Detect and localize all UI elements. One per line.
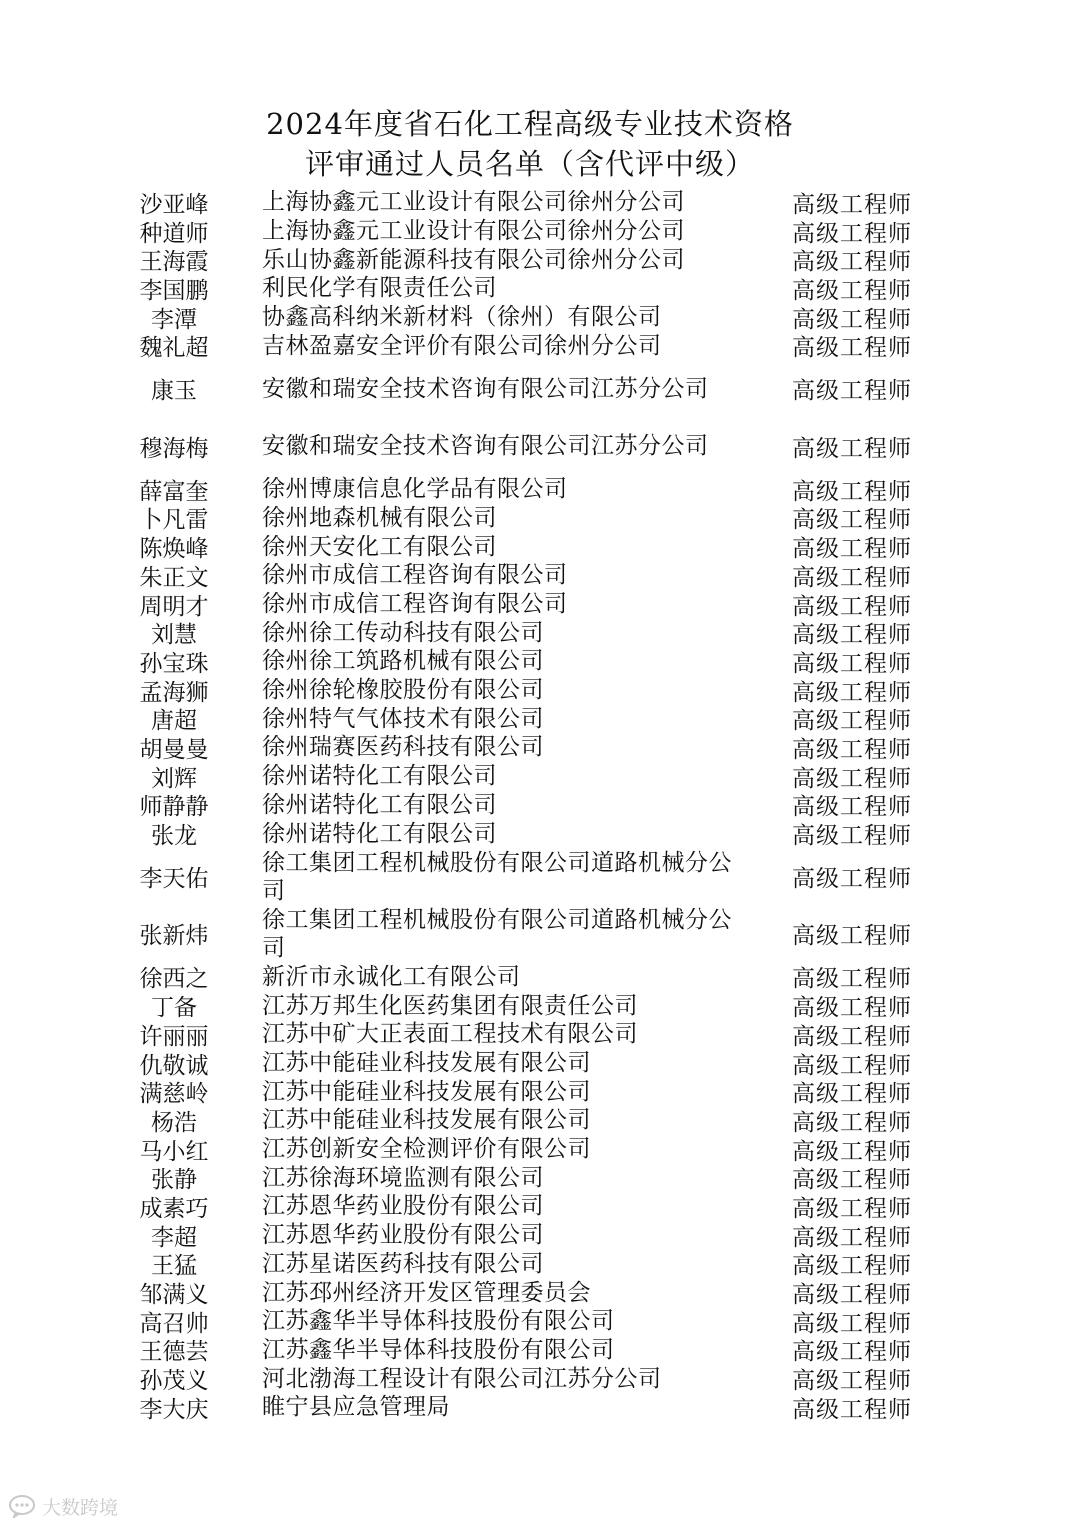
table-row [0, 704, 1080, 733]
person-name: 种道师 [139, 220, 209, 247]
organization-name: 江苏鑫华半导体科技股份有限公司 [262, 1336, 615, 1363]
person-name: 李超 [151, 1224, 197, 1251]
professional-title: 高级工程师 [792, 736, 912, 763]
professional-title: 高级工程师 [792, 507, 912, 534]
professional-title: 高级工程师 [792, 536, 912, 563]
professional-title: 高级工程师 [792, 1023, 912, 1050]
table-row [0, 762, 1080, 791]
person-name: 李大庆 [139, 1396, 209, 1423]
person-name: 王海霞 [139, 249, 209, 276]
table-row [0, 819, 1080, 848]
person-name: 高召帅 [139, 1310, 209, 1337]
table-row [0, 647, 1080, 676]
organization-name: 徐州诺特化工有限公司 [262, 763, 497, 790]
table-row [0, 1393, 1080, 1422]
professional-title: 高级工程师 [792, 622, 912, 649]
professional-title: 高级工程师 [792, 1368, 912, 1395]
table-row [0, 217, 1080, 246]
professional-title: 高级工程师 [792, 1138, 912, 1165]
table-row [0, 1106, 1080, 1135]
organization-name: 徐州市成信工程咨询有限公司 [262, 591, 568, 617]
professional-title: 高级工程师 [792, 679, 912, 706]
organization-name: 吉林盈嘉安全评价有限公司徐州分公司 [262, 332, 662, 359]
professional-title: 高级工程师 [792, 866, 912, 893]
organization-name: 江苏邳州经济开发区管理委员会 [262, 1279, 591, 1306]
person-name: 邹满义 [139, 1282, 209, 1309]
organization-name: 徐工集团工程机械股份有限公司道路机械分公司 [262, 906, 732, 961]
professional-title: 高级工程师 [792, 1109, 912, 1136]
table-row [0, 360, 1080, 417]
organization-name: 睢宁县应急管理局 [262, 1394, 450, 1421]
table-row [0, 1221, 1080, 1250]
professional-title: 高级工程师 [792, 478, 912, 505]
person-name: 徐西之 [139, 966, 209, 993]
organization-name: 徐州诺特化工有限公司 [262, 820, 497, 847]
organization-name: 上海协鑫元工业设计有限公司徐州分公司 [262, 218, 685, 245]
organization-name: 徐州诺特化工有限公司 [262, 791, 497, 818]
person-name: 马小红 [139, 1138, 209, 1165]
organization-name: 江苏中能硅业科技发展有限公司 [262, 1107, 591, 1134]
title-line-2: 评审通过人员名单（含代评中级） [304, 147, 755, 181]
person-name: 张新炜 [139, 923, 209, 950]
title-line-1: 2024年度省石化工程高级专业技术资格 [266, 107, 794, 141]
person-name: 王猛 [151, 1253, 197, 1280]
professional-title: 高级工程师 [792, 1052, 912, 1079]
professional-title: 高级工程师 [792, 378, 912, 405]
person-name: 沙亚峰 [139, 191, 209, 218]
professional-title: 高级工程师 [792, 765, 912, 792]
organization-name: 乐山协鑫新能源科技有限公司徐州分公司 [262, 246, 685, 273]
professional-title: 高级工程师 [792, 1253, 912, 1280]
organization-name: 安徽和瑞安全技术咨询有限公司江苏分公司 [262, 433, 709, 460]
watermark-text: 大数跨境 [42, 1496, 119, 1519]
table-row [0, 475, 1080, 504]
person-name: 刘辉 [151, 765, 197, 792]
professional-title: 高级工程师 [792, 593, 912, 620]
organization-name: 江苏创新安全检测评价有限公司 [262, 1136, 591, 1163]
organization-name: 河北渤海工程设计有限公司江苏分公司 [262, 1365, 662, 1392]
table-row [0, 1336, 1080, 1365]
table-row [0, 1250, 1080, 1279]
person-name: 李天佑 [139, 866, 209, 893]
organization-name: 徐州徐轮橡胶股份有限公司 [262, 677, 544, 704]
page-title [0, 104, 1080, 184]
table-row [0, 1163, 1080, 1192]
table-row [0, 1192, 1080, 1221]
organization-name: 徐州天安化工有限公司 [262, 533, 497, 560]
professional-title: 高级工程师 [792, 1167, 912, 1194]
person-name: 张静 [151, 1167, 197, 1194]
organization-name: 江苏鑫华半导体科技股份有限公司 [262, 1308, 615, 1335]
table-row [0, 532, 1080, 561]
chat-bubble-icon [8, 1494, 36, 1518]
person-name: 仇敬诚 [139, 1052, 209, 1079]
organization-name: 江苏中能硅业科技发展有限公司 [262, 1078, 591, 1105]
professional-title: 高级工程师 [792, 335, 912, 362]
person-name: 刘慧 [151, 622, 197, 649]
organization-name: 利民化学有限责任公司 [262, 275, 497, 302]
professional-title: 高级工程师 [792, 564, 912, 591]
person-name: 成素巧 [139, 1195, 209, 1222]
person-name: 穆海梅 [139, 435, 209, 462]
person-name: 满慈岭 [139, 1081, 209, 1108]
table-row [0, 1307, 1080, 1336]
professional-title: 高级工程师 [792, 220, 912, 247]
table-row [0, 1278, 1080, 1307]
table-row [0, 303, 1080, 332]
table-row [0, 1135, 1080, 1164]
table-row [0, 245, 1080, 274]
table-row [0, 991, 1080, 1020]
table-row [0, 1077, 1080, 1106]
table-row [0, 561, 1080, 590]
table-row [0, 790, 1080, 819]
person-name: 魏礼超 [139, 335, 209, 362]
organization-name: 协鑫高科纳米新材料（徐州）有限公司 [262, 304, 662, 331]
person-name: 朱正文 [139, 564, 209, 591]
table-row [0, 274, 1080, 303]
professional-title: 高级工程师 [792, 1310, 912, 1337]
professional-title: 高级工程师 [792, 823, 912, 849]
organization-name: 江苏中能硅业科技发展有限公司 [262, 1050, 591, 1077]
person-name: 唐超 [151, 708, 197, 735]
person-name: 师静静 [139, 794, 209, 821]
table-row [0, 618, 1080, 647]
professional-title: 高级工程师 [792, 1396, 912, 1423]
organization-name: 徐工集团工程机械股份有限公司道路机械分公司 [262, 849, 732, 904]
professional-title: 高级工程师 [792, 1195, 912, 1222]
professional-title: 高级工程师 [792, 794, 912, 821]
organization-name: 徐州博康信息化学品有限公司 [262, 476, 568, 503]
person-name: 薛富奎 [139, 478, 209, 505]
professional-title: 高级工程师 [792, 1081, 912, 1108]
professional-title: 高级工程师 [792, 650, 912, 677]
table-row [0, 188, 1080, 217]
person-name: 丁备 [151, 995, 197, 1022]
table-row [0, 1364, 1080, 1393]
professional-title: 高级工程师 [792, 708, 912, 735]
professional-title: 高级工程师 [792, 306, 912, 333]
professional-title: 高级工程师 [792, 923, 912, 950]
table-row [0, 733, 1080, 762]
person-name: 陈焕峰 [139, 536, 209, 563]
table-row [0, 1049, 1080, 1078]
person-name: 杨浩 [151, 1109, 197, 1136]
organization-name: 江苏中矿大正表面工程技术有限公司 [262, 1021, 638, 1048]
person-name: 张龙 [151, 823, 197, 849]
organization-name: 徐州徐工传动科技有限公司 [262, 619, 544, 646]
person-name: 胡曼曼 [139, 736, 209, 763]
person-name: 孙茂义 [139, 1368, 209, 1395]
table-row [0, 590, 1080, 619]
person-name: 孙宝珠 [139, 650, 209, 677]
watermark [8, 1492, 118, 1520]
professional-title: 高级工程师 [792, 277, 912, 304]
person-name: 康玉 [151, 378, 197, 405]
table-row [0, 848, 1080, 905]
organization-name: 江苏徐海环境监测有限公司 [262, 1164, 544, 1191]
person-name: 李潭 [151, 306, 197, 333]
professional-title: 高级工程师 [792, 1282, 912, 1309]
person-name: 李国鹏 [139, 277, 209, 304]
organization-name: 上海协鑫元工业设计有限公司徐州分公司 [262, 189, 685, 216]
organization-name: 徐州徐工筑路机械有限公司 [262, 648, 544, 675]
professional-title: 高级工程师 [792, 966, 912, 993]
person-name: 周明才 [139, 593, 209, 620]
roster-table [0, 188, 1080, 1422]
professional-title: 高级工程师 [792, 249, 912, 276]
table-row [0, 504, 1080, 533]
professional-title: 高级工程师 [792, 435, 912, 462]
organization-name: 安徽和瑞安全技术咨询有限公司江苏分公司 [262, 375, 709, 402]
person-name: 孟海狮 [139, 679, 209, 706]
organization-name: 徐州特气气体技术有限公司 [262, 705, 544, 732]
professional-title: 高级工程师 [792, 1339, 912, 1366]
organization-name: 徐州地森机械有限公司 [262, 504, 497, 531]
person-name: 王德芸 [139, 1339, 209, 1366]
person-name: 卜凡雷 [139, 507, 209, 534]
organization-name: 徐州市成信工程咨询有限公司 [262, 562, 568, 589]
table-row [0, 331, 1080, 360]
organization-name: 徐州瑞赛医药科技有限公司 [262, 734, 544, 761]
person-name: 许丽丽 [139, 1023, 209, 1050]
organization-name: 江苏星诺医药科技有限公司 [262, 1250, 544, 1277]
professional-title: 高级工程师 [792, 995, 912, 1022]
table-row [0, 1020, 1080, 1049]
organization-name: 新沂市永诚化工有限公司 [262, 963, 521, 990]
professional-title: 高级工程师 [792, 1224, 912, 1251]
professional-title: 高级工程师 [792, 191, 912, 218]
table-row [0, 676, 1080, 705]
organization-name: 江苏恩华药业股份有限公司 [262, 1222, 544, 1249]
organization-name: 江苏恩华药业股份有限公司 [262, 1193, 544, 1220]
organization-name: 江苏万邦生化医药集团有限责任公司 [262, 992, 638, 1019]
table-row [0, 418, 1080, 475]
table-row [0, 963, 1080, 992]
table-row [0, 905, 1080, 962]
